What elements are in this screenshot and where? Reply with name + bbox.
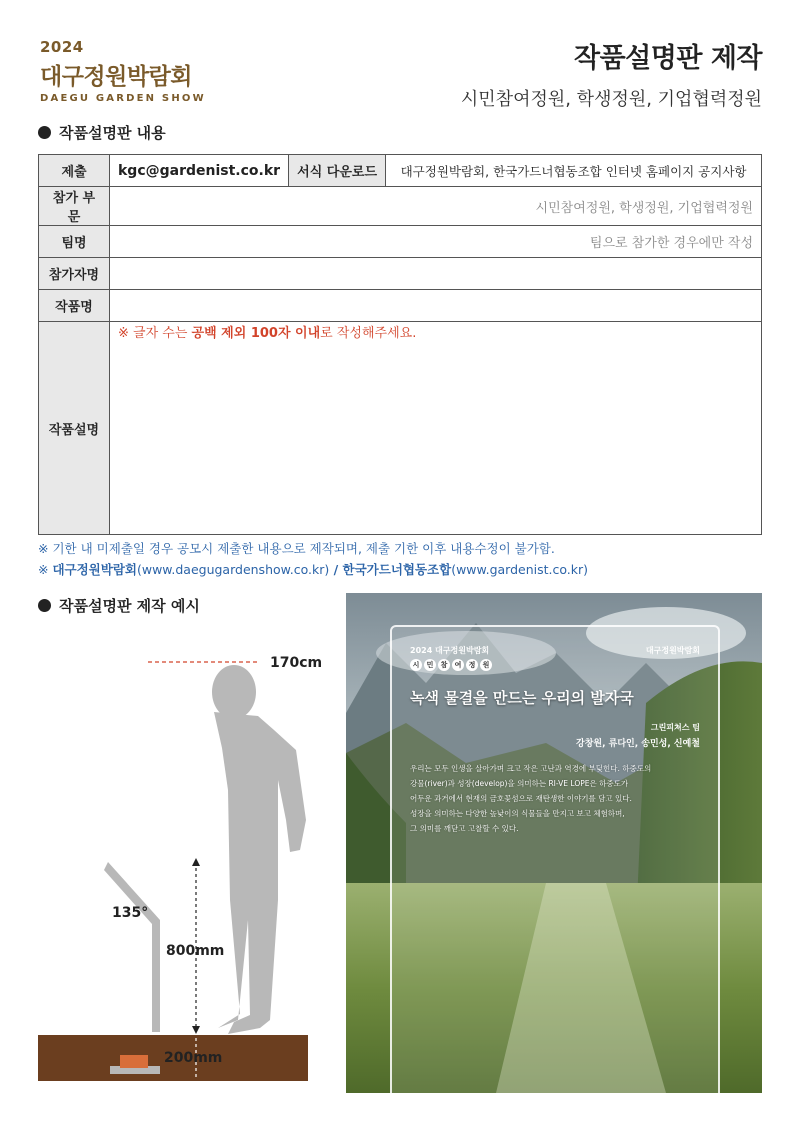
category-char: 민 [424,659,436,671]
sign-content [410,645,700,836]
page-subtitle: 시민참여정원, 학생정원, 기업협력정원 [460,89,762,110]
page-title-block [461,36,762,111]
sign-category [410,659,700,671]
org1-url[interactable]: (www.daegugardenshow.co.kr) [136,562,330,577]
org1-name: 대구정원박람회 [52,562,137,577]
section-heading-content [38,122,166,143]
notes [38,538,588,580]
category-char: 정 [466,659,478,671]
download-label: 서식 다운로드 [289,155,386,187]
logo-eng: DAEGU GARDEN SHOW [40,93,206,104]
sign-body-line: 성장을 의미하는 다양한 높낮이의 식물들을 만지고 보고 체험하며, [410,809,625,818]
submit-label: 제출 [39,155,110,187]
section-heading-example [38,595,200,616]
form-table [38,154,762,535]
desc-field[interactable] [110,322,762,535]
sign-logo: 대구정원박람회 [645,646,700,655]
height-label: 170cm [270,655,323,671]
participant-label: 참가자명 [39,258,110,290]
page-title: 작품설명판 제작 [574,43,762,74]
sign-team: 그린피쳐스 팀 [650,723,700,732]
stand-label: 800mm [166,943,225,959]
category-char: 여 [452,659,464,671]
category-char: 참 [438,659,450,671]
arrow-up-icon [192,858,200,866]
download-value[interactable]: 대구정원박람회, 한국가드너협동조합 인터넷 홈페이지 공지사항 [386,155,762,187]
section-title: 작품설명판 내용 [59,124,166,142]
table-row [39,187,762,226]
sign-panel [390,625,720,1099]
team-field[interactable]: 팀으로 참가한 경우에만 작성 [110,226,762,258]
participant-field[interactable] [110,258,762,290]
category-field[interactable]: 시민참여정원, 학생정원, 기업협력정원 [110,187,762,226]
category-char: 시 [410,659,422,671]
section-title: 작품설명판 제작 예시 [59,597,200,615]
stand-icon [104,862,160,1032]
category-label: 참가 부문 [39,187,110,226]
work-field[interactable] [110,290,762,322]
desc-note-pre: ※ 글자 수는 [118,326,192,341]
table-row [39,290,762,322]
example-photo [346,593,762,1093]
sign-body [410,761,700,836]
team-label: 팀명 [39,226,110,258]
note-deadline: ※ 기한 내 미제출일 경우 공모시 제출한 내용으로 제작되며, 제출 기한 이후 내용수정이 불가함. [38,541,555,556]
logo-name: 대구정원박람회 [40,64,193,90]
brick-icon [120,1055,148,1068]
submit-email[interactable]: kgc@gardenist.co.kr [110,155,289,187]
table-row [39,258,762,290]
sign-body-line: 강물(river)과 성장(develop)을 의미하는 RI-VE LOPE은 하중도가 [410,779,629,788]
sign-title: 녹색 물결을 만드는 우리의 발자국 [410,689,634,707]
note-prefix: ※ [38,562,53,577]
angle-label: 135° [112,905,149,921]
desc-note-bold: 공백 제외 100자 이내 [191,326,321,341]
table-row [39,322,762,535]
work-label: 작품명 [39,290,110,322]
org2-url[interactable]: (www.gardenist.co.kr) [451,562,589,577]
table-row [39,226,762,258]
note-links [38,559,588,580]
sign-event: 2024 대구정원박람회 [410,646,490,655]
sign-body-line: 우리는 모두 인생을 살아가며 크고 작은 고난과 역경에 부딪힌다. 하중도의 [410,764,652,773]
table-row [39,155,762,187]
stand-illustration [38,630,323,1085]
logo-year: 2024 [40,38,84,56]
bullet-icon [38,126,51,139]
person-icon [212,665,306,1034]
sign-body-line: 그 의미를 깨닫고 고찰할 수 있다. [410,824,519,833]
note-sep: / [329,562,343,577]
desc-label: 작품설명 [39,322,110,535]
org2-name: 한국가드너협동조합 [342,562,452,577]
category-char: 원 [480,659,492,671]
sign-body-line: 어두운 과거에서 현재의 금호꽃섬으로 재탄생한 이야기를 담고 있다. [410,794,632,803]
arrow-down-icon [192,1026,200,1034]
base-label: 200mm [164,1050,223,1066]
bullet-icon [38,599,51,612]
sign-members: 강창원, 류다인, 송민성, 신예철 [576,739,700,749]
logo [40,38,206,104]
desc-note-post: 로 작성해주세요. [320,326,417,341]
